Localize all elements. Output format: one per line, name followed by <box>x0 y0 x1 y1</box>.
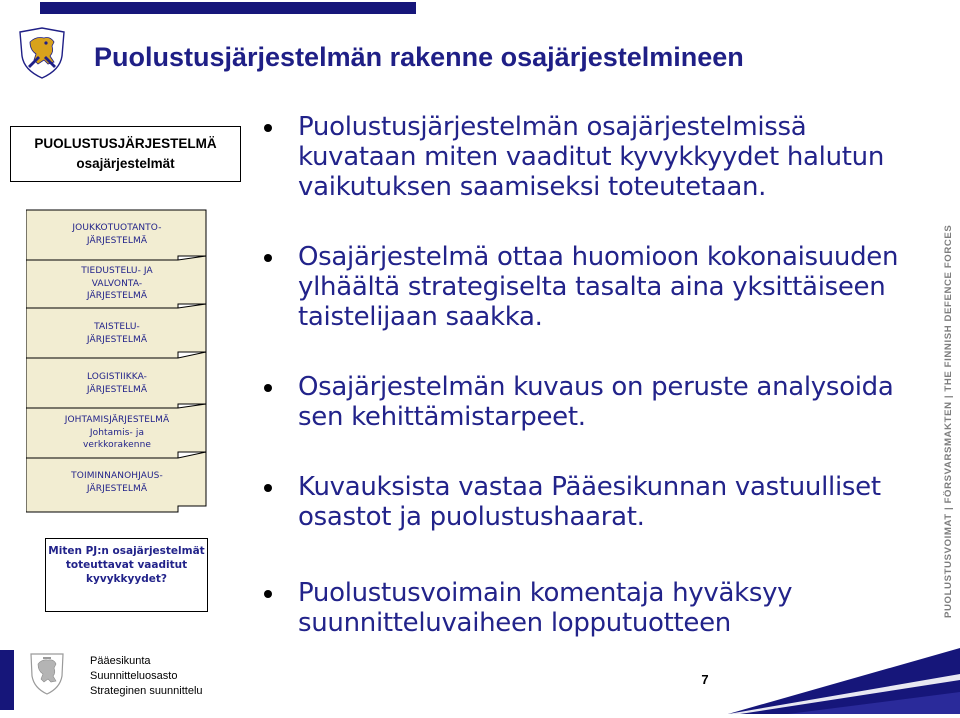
bullet-dot <box>264 384 272 392</box>
layer-label: TIEDUSTELU- JA VALVONTA- JÄRJESTELMÄ <box>81 266 153 301</box>
layer-label: JOUKKOTUOTANTO- JÄRJESTELMÄ <box>72 223 162 246</box>
header-accent-bar-tip <box>406 2 416 14</box>
bullet-dot <box>264 254 272 262</box>
layer-label: TAISTELU- JÄRJESTELMÄ <box>86 322 148 345</box>
layer-label: JOHTAMISJÄRJESTELMÄ Johtamis- ja verkkorakenne <box>64 415 170 450</box>
side-brand-text: PUOLUSTUSVOIMAT | FÖRSVARSMAKTEN | THE FINNISH DEFENCE FORCES <box>943 224 954 618</box>
system-box <box>10 126 241 182</box>
system-box-title: PUOLUSTUSJÄRJESTELMÄ <box>34 136 217 151</box>
side-brand-strip <box>932 224 954 624</box>
question-text: Miten PJ:n osajärjestelmät toteuttavat vaaditut kyvykkyydet? <box>48 545 205 585</box>
subsystem-stack-graphic <box>26 208 208 514</box>
lion-crest-icon <box>16 26 68 80</box>
footer-unit: Strateginen suunnittelu <box>90 685 203 697</box>
bullet-dot <box>264 590 272 598</box>
page-number: 7 <box>701 672 709 687</box>
bullet-dot <box>264 484 272 492</box>
footer-org-block <box>90 654 203 699</box>
lion-crest-icon <box>28 650 66 696</box>
bullet-dot <box>264 124 272 132</box>
page-title: Puolustusjärjestelmän rakenne osajärjestelmineen <box>94 42 744 72</box>
footer-accent-bar <box>0 650 14 710</box>
layer-label: TOIMINNANOHJAUS- JÄRJESTELMÄ <box>71 471 163 494</box>
layer-label: LOGISTIIKKA- JÄRJESTELMÄ <box>86 372 148 395</box>
footer-dept: Suunnitteluosasto <box>90 670 178 682</box>
footer-org: Pääesikunta <box>90 655 151 667</box>
header-accent-bar <box>40 2 416 14</box>
question-box <box>45 538 208 612</box>
system-box-subtitle: osajärjestelmät <box>76 156 175 171</box>
subsystem-stack <box>26 208 208 514</box>
footer-brand-bars <box>728 646 960 714</box>
